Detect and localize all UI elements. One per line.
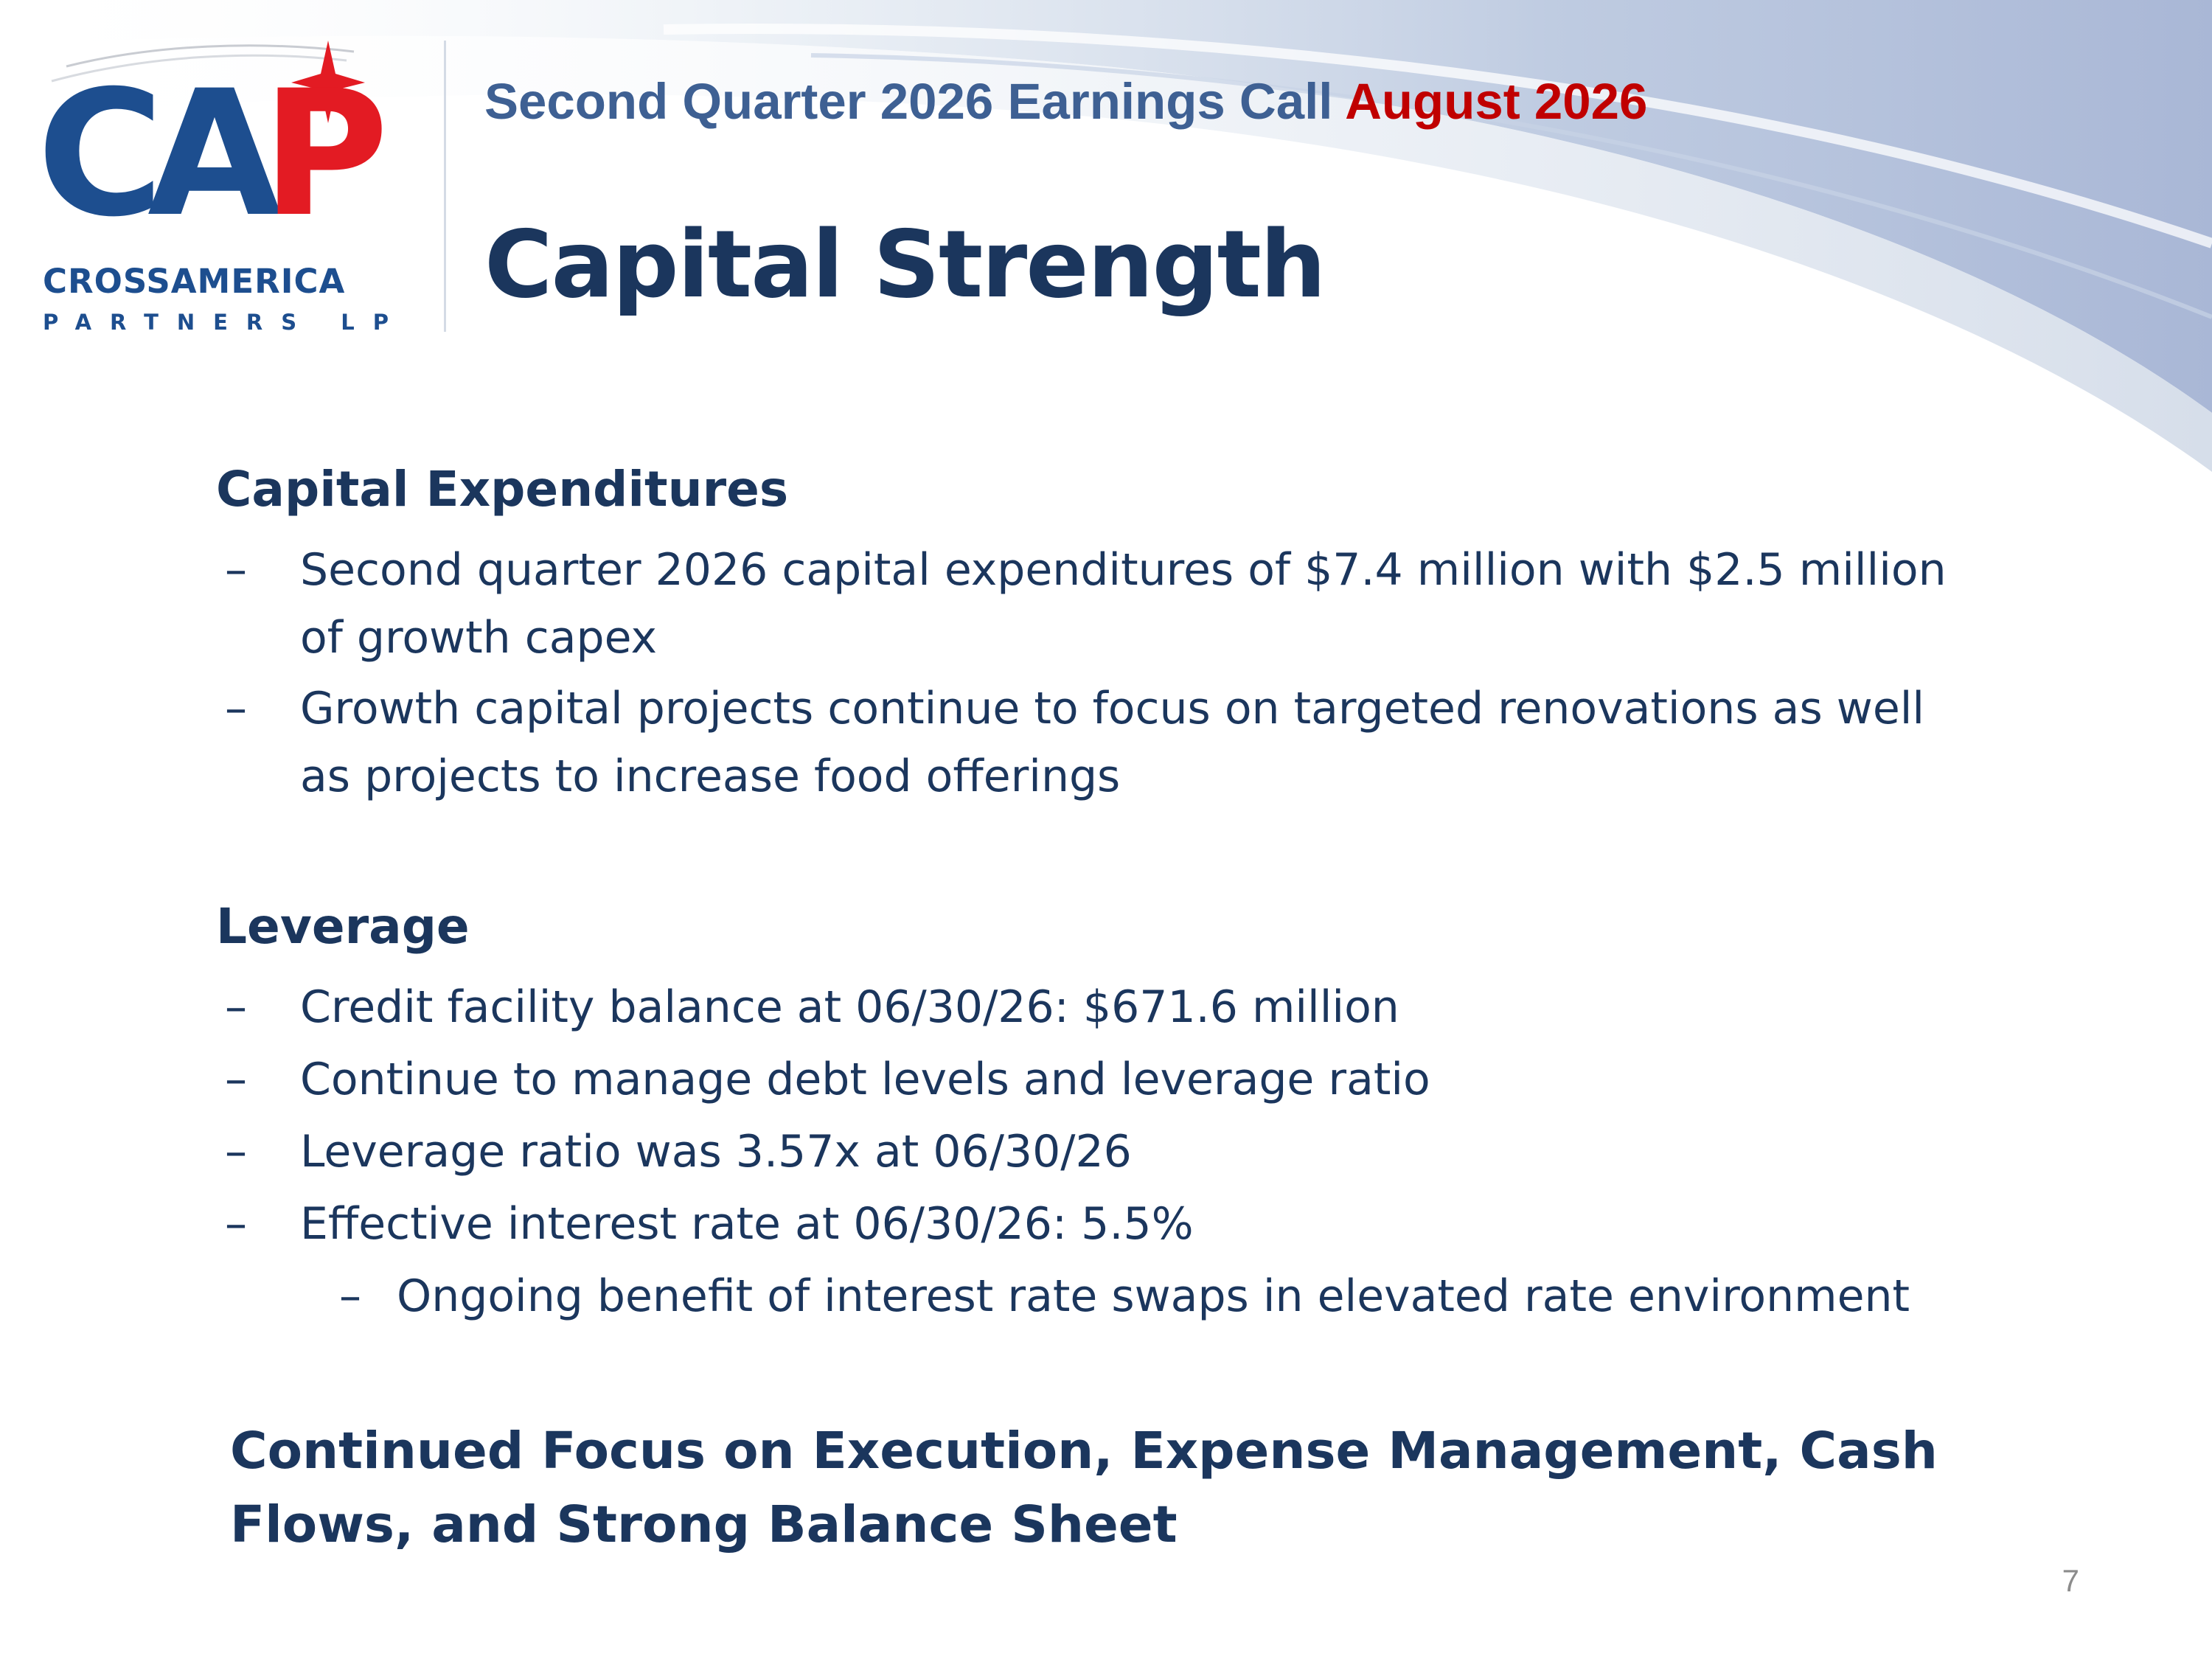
bullet-text: Continue to manage debt levels and leverage ratio (300, 1054, 1430, 1105)
event-name: Second Quarter 2026 Earnings Call (484, 73, 1333, 130)
bullet-dash: – (225, 544, 247, 596)
leverage-bullet-1 (225, 973, 1980, 1041)
bullet-dash: – (225, 1054, 247, 1105)
section-heading-leverage: Leverage (216, 898, 470, 955)
svg-text:P: P (262, 54, 376, 229)
header-divider (444, 41, 446, 332)
bullet-text: Credit facility balance at 06/30/26: $671.6 million (300, 981, 1399, 1033)
leverage-sub-bullet-1 (339, 1262, 1961, 1330)
page-number: 7 (2062, 1563, 2079, 1598)
bullet-dash: – (225, 1126, 247, 1178)
cap-logo-mark (37, 37, 420, 229)
logo-company-name: CROSSAMERICA (43, 262, 346, 301)
bullet-dash: – (225, 1198, 247, 1250)
bullet-dash: – (339, 1270, 361, 1322)
svg-text:C: C (37, 54, 151, 229)
leverage-bullet-2 (225, 1046, 1980, 1113)
capex-bullet-2 (225, 675, 1980, 810)
leverage-bullet-3 (225, 1118, 1980, 1186)
company-logo (37, 37, 420, 347)
event-date: August 2026 (1345, 73, 1648, 130)
event-header (484, 72, 1647, 131)
bullet-dash: – (225, 683, 247, 734)
bullet-text: Leverage ratio was 3.57x at 06/30/26 (300, 1126, 1132, 1178)
section-heading-capex: Capital Expenditures (216, 461, 789, 518)
logo-company-subtitle: PARTNERS LP (43, 310, 407, 335)
capex-bullet-1 (225, 536, 1980, 672)
svg-text:A: A (147, 54, 268, 229)
bullet-text: Ongoing benefit of interest rate swaps in elevated rate environment (397, 1270, 1910, 1322)
slide-title: Capital Strength (484, 210, 1325, 319)
bullet-dash: – (225, 981, 247, 1033)
bullet-text: Growth capital projects continue to focus on targeted renovations as well as projects to increase food offerings (300, 683, 1925, 802)
closing-statement: Continued Focus on Execution, Expense Management, Cash Flows, and Strong Balance Sheet (230, 1422, 1938, 1554)
bullet-text: Second quarter 2026 capital expenditures of $7.4 million with $2.5 million of growth capex (300, 544, 1947, 664)
bullet-text: Effective interest rate at 06/30/26: 5.5% (300, 1198, 1194, 1250)
leverage-bullet-4 (225, 1190, 1980, 1258)
